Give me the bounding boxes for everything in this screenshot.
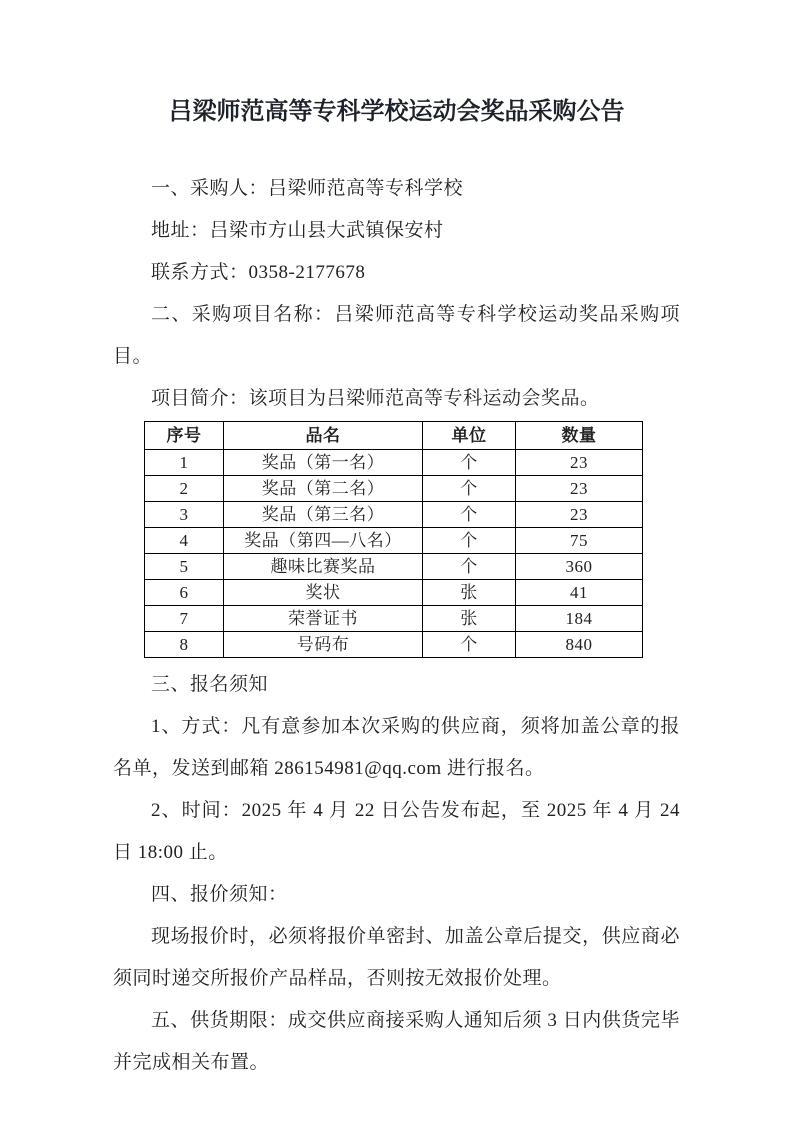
table-row xyxy=(145,528,643,554)
cell-seq: 6 xyxy=(145,580,224,606)
cell-qty: 23 xyxy=(516,476,643,502)
table-header-row xyxy=(145,422,643,450)
cell-unit: 个 xyxy=(423,554,516,580)
cell-qty: 41 xyxy=(516,580,643,606)
para-registration-time: 2、时间：2025 年 4 月 22 日公告发布起，至 2025 年 4 月 24 日 18:00 止。 xyxy=(113,800,680,863)
cell-qty: 75 xyxy=(516,528,643,554)
cell-qty: 23 xyxy=(516,502,643,528)
table-row xyxy=(145,476,643,502)
table-row xyxy=(145,502,643,528)
cell-seq: 8 xyxy=(145,632,224,658)
cell-name: 号码布 xyxy=(224,632,423,658)
table-row xyxy=(145,632,643,658)
cell-name: 趣味比赛奖品 xyxy=(224,554,423,580)
cell-unit: 张 xyxy=(423,580,516,606)
table-header-qty: 数量 xyxy=(516,422,643,450)
cell-qty: 184 xyxy=(516,606,643,632)
cell-seq: 4 xyxy=(145,528,224,554)
table-row xyxy=(145,554,643,580)
cell-qty: 840 xyxy=(516,632,643,658)
cell-name: 奖品（第二名） xyxy=(224,476,423,502)
para-project-intro: 项目简介：该项目为吕梁师范高等专科运动会奖品。 xyxy=(151,388,600,409)
cell-unit: 个 xyxy=(423,476,516,502)
table-row xyxy=(145,580,643,606)
cell-unit: 张 xyxy=(423,606,516,632)
cell-unit: 个 xyxy=(423,632,516,658)
para-project-name: 二、采购项目名称：吕梁师范高等专科学校运动奖品采购项目。 xyxy=(113,304,680,367)
table-row xyxy=(145,606,643,632)
table-header-unit: 单位 xyxy=(423,422,516,450)
para-quotation-body: 现场报价时，必须将报价单密封、加盖公章后提交，供应商必须同时递交所报价产品样品，否则按无效报价处理。 xyxy=(113,926,680,989)
para-purchaser: 一、采购人：吕梁师范高等专科学校 xyxy=(151,178,464,199)
table-row xyxy=(145,450,643,476)
cell-qty: 360 xyxy=(516,554,643,580)
cell-name: 奖品（第一名） xyxy=(224,450,423,476)
heading-registration: 三、报名须知 xyxy=(151,674,269,695)
cell-unit: 个 xyxy=(423,528,516,554)
table-header-name: 品名 xyxy=(224,422,423,450)
cell-name: 奖状 xyxy=(224,580,423,606)
para-delivery-deadline: 五、供货期限：成交供应商接采购人通知后须 3 日内供货完毕并完成相关布置。 xyxy=(113,1010,680,1073)
cell-seq: 2 xyxy=(145,476,224,502)
para-contact-phone: 联系方式：0358-2177678 xyxy=(151,262,366,283)
items-table xyxy=(144,421,643,658)
cell-unit: 个 xyxy=(423,450,516,476)
cell-seq: 5 xyxy=(145,554,224,580)
cell-unit: 个 xyxy=(423,502,516,528)
cell-name: 奖品（第三名） xyxy=(224,502,423,528)
para-address: 地址：吕梁市方山县大武镇保安村 xyxy=(151,220,444,241)
document-title: 吕梁师范高等专科学校运动会奖品采购公告 xyxy=(168,99,625,125)
cell-name: 奖品（第四—八名） xyxy=(224,528,423,554)
para-registration-method: 1、方式：凡有意参加本次采购的供应商，须将加盖公章的报名单，发送到邮箱 286154981@qq.com 进行报名。 xyxy=(113,716,680,779)
table-header-seq: 序号 xyxy=(145,422,224,450)
cell-seq: 7 xyxy=(145,606,224,632)
cell-name: 荣誉证书 xyxy=(224,606,423,632)
cell-seq: 3 xyxy=(145,502,224,528)
heading-quotation: 四、报价须知： xyxy=(151,884,288,905)
cell-seq: 1 xyxy=(145,450,224,476)
cell-qty: 23 xyxy=(516,450,643,476)
